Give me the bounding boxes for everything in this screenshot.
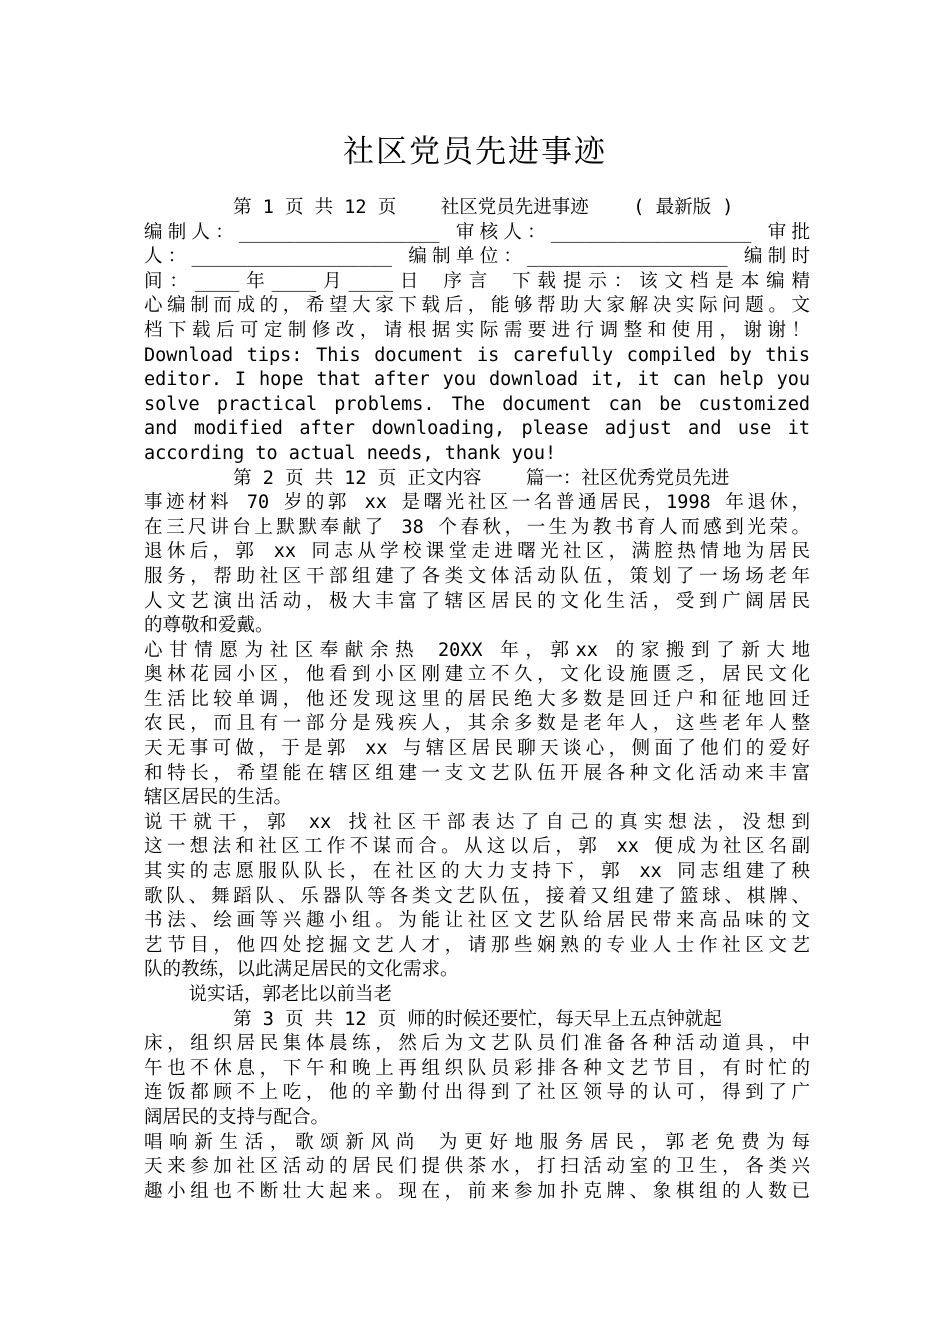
text-line: 连饭都顾不上吃，他的辛勤付出得到了社区领导的认可，得到了广 [144,1082,810,1104]
text-line: 的尊敬和爱戴。 [144,615,274,637]
text-line: 说干就干，郭 xx 找社区干部表达了自己的真实想法，没想到 [144,811,810,833]
text-line: 这一想法和社区工作不谋而合。从这以后，郭 xx 便成为社区名副 [144,836,810,858]
text-line: 人：__________________ 编制单位：__________________ 编制时 [144,246,810,268]
text-line: 农民，而且有一部分是残疾人，其余多数是老年人，这些老年人整 [144,713,810,735]
text-line: and modified after downloading, please adjust and use it [144,418,810,440]
text-line: 编制人：__________________ 审核人：__________________ 审批 [144,221,810,243]
text-line: 心甘情愿为社区奉献余热 20XX 年，郭xx 的家搬到了新大地 [144,639,810,661]
text-line: 趣小组也不断壮大起来。现在，前来参加扑克牌、象棋组的人数已 [144,1180,810,1202]
text-line: 书法、绘画等兴趣小组。为能让社区文艺队给居民带来高品味的文 [144,910,810,932]
text-line: 说实话，郭老比以前当老 [144,984,393,1005]
text-line: 歌队、舞蹈队、乐器队等各类文艺队伍，接着又组建了篮球、棋牌、 [144,885,810,907]
text-line: 生活比较单调，他还发现这里的居民绝大多数是回迁户和征地回迁 [144,688,810,710]
text-line: 心编制而成的，希望大家下载后，能够帮助大家解决实际问题。文 [144,295,810,317]
text-line: 阔居民的支持与配合。 [144,1106,330,1128]
document-title: 社区党员先进事迹 [343,134,607,170]
text-line: editor. I hope that after you download it, it can help you [144,369,810,391]
text-line: 退休后，郭 xx 同志从学校课堂走进曙光社区，满腔热情地为居民 [144,541,810,563]
text-line: 天来参加社区活动的居民们提供茶水，打扫活动室的卫生，各类兴 [144,1156,810,1178]
text-line: 午也不休息，下午和晚上再组织队员彩排各种文艺节目，有时忙的 [144,1057,810,1079]
text-line: 唱响新生活，歌颂新风尚 为更好地服务居民，郭老免费为每 [144,1131,810,1153]
text-line: 奥林花园小区，他看到小区刚建立不久，文化设施匮乏，居民文化 [144,664,810,686]
text-line: 档下载后可定制修改，请根据实际需要进行调整和使用，谢谢！ [144,319,810,341]
text-line: 在三尺讲台上默默奉献了 38 个春秋，一生为教书育人而感到光荣。 [144,516,810,538]
text-line: 间：____年____月____日 序言 下载提示：该文档是本编精 [144,270,810,292]
text-line: 其实的志愿服队队长，在社区的大力支持下，郭 xx 同志组建了秧 [144,861,810,883]
text-line: 床，组织居民集体晨练，然后为文艺队员们准备各种活动道具，中 [144,1033,810,1055]
text-line: 艺节目，他四处挖掘文艺人才，请那些娴熟的专业人士作社区文艺 [144,934,810,956]
text-line: 第 3 页 共 12 页 师的时候还要忙，每天早上五点钟就起 [144,1008,722,1030]
text-line: solve practical problems. The document can be customized [144,393,810,415]
text-line: 事迹材料 70 岁的郭 xx 是曙光社区一名普通居民，1998 年退休， [144,492,810,514]
text-line: 辖区居民的生活。 [144,787,293,809]
text-line: 服务，帮助社区干部组建了各类文体活动队伍，策划了一场场老年 [144,565,810,587]
document-body [144,196,810,1204]
text-line: 第 2 页 共 12 页 正文内容 篇一：社区优秀党员先进 [144,467,730,489]
text-line: 天无事可做，于是郭 xx 与辖区居民聊天谈心，侧面了他们的爱好 [144,738,810,760]
text-line: 第 1 页 共 12 页 社区党员先进事迹 ( 最新版 ) [144,197,734,218]
text-line: 和特长，希望能在辖区组建一支文艺队伍开展各种文化活动来丰富 [144,762,810,784]
text-line: according to actual needs, thank you! [144,442,557,464]
text-line: 人文艺演出活动，极大丰富了辖区居民的文化生活，受到广阔居民 [144,590,810,612]
text-line: Download tips: This document is carefully compiled by this [144,344,810,366]
text-line: 队的教练，以此满足居民的文化需求。 [144,959,459,981]
